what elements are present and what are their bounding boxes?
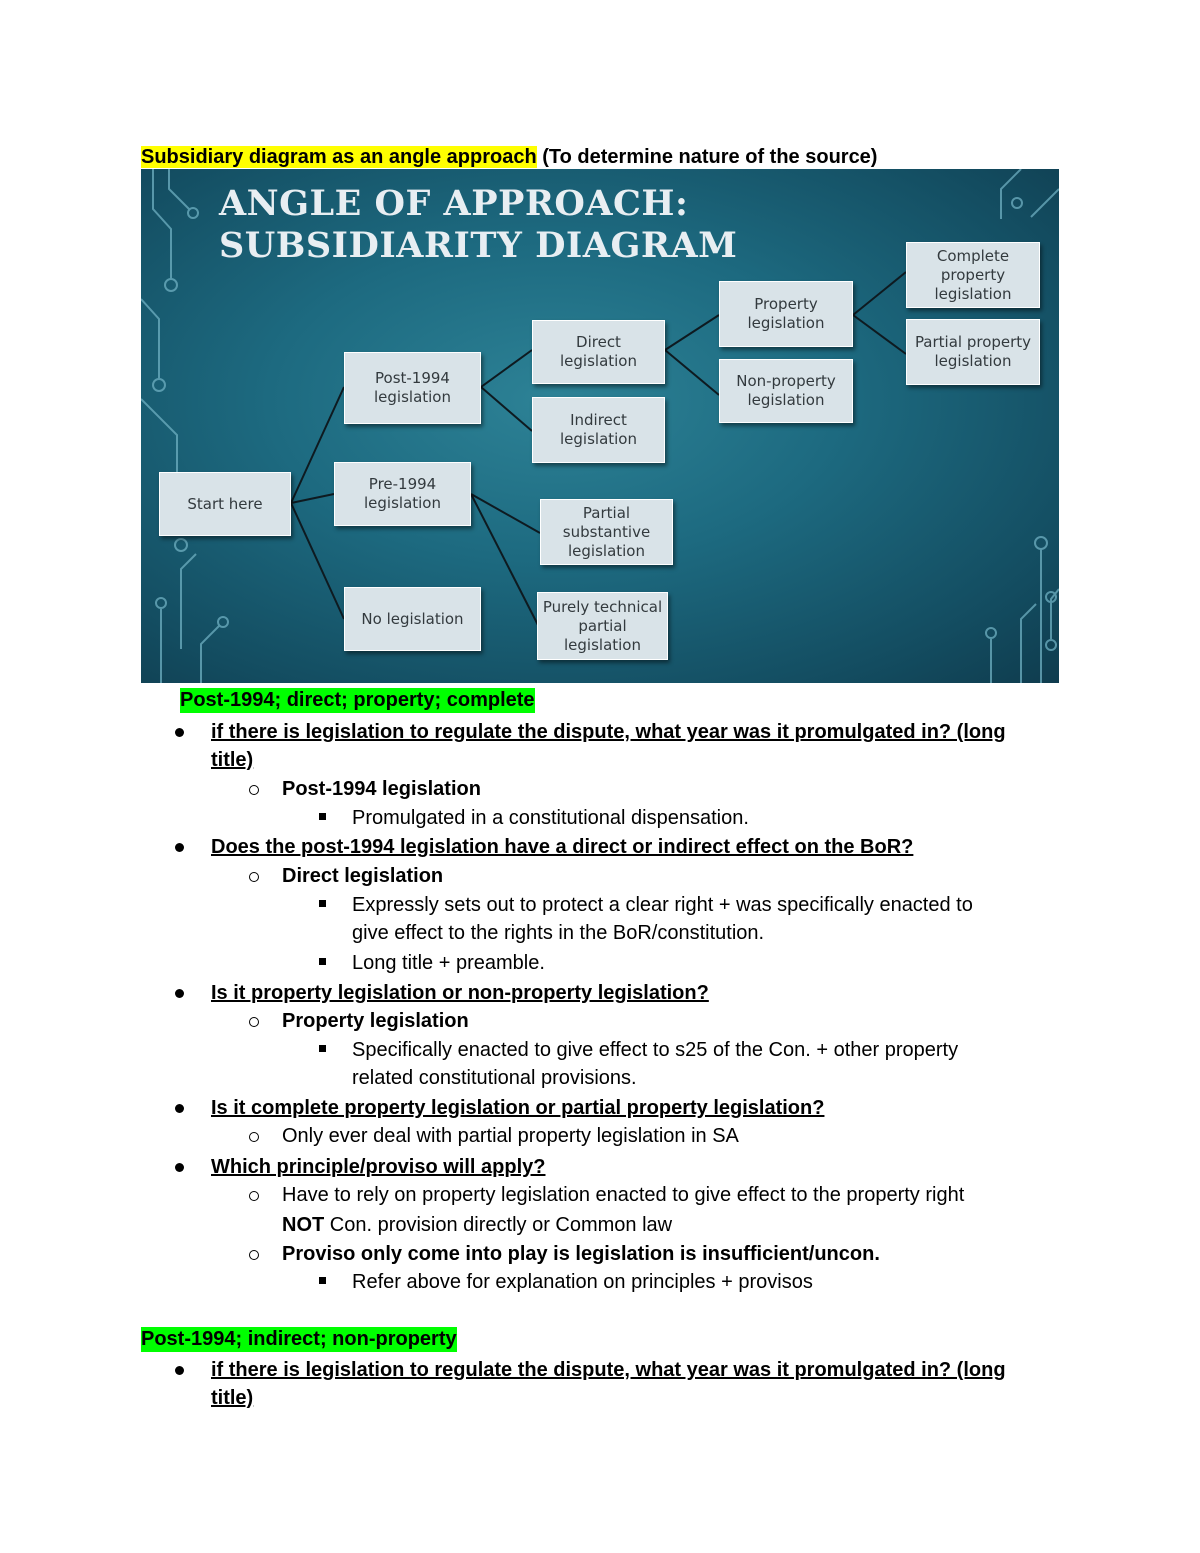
s1-q2: Does the post-1994 legislation have a direct or indirect effect on the BoR? [211, 836, 914, 858]
s1-q4: Is it complete property legislation or partial property legislation? [211, 1097, 825, 1119]
node-complete-property: Complete property legislation [906, 242, 1040, 308]
s1-q5-answer1-cont [282, 1211, 672, 1239]
node-indirect-legislation: Indirect legislation [532, 397, 665, 463]
node-start-here: Start here [159, 472, 291, 536]
s1-q2-answer: Direct legislation [282, 865, 444, 887]
node-purely-technical: Purely technical partial legislation [537, 592, 668, 660]
bullet-square [319, 958, 326, 965]
bullet-circle [249, 1250, 259, 1260]
bullet-circle [249, 872, 259, 882]
bullet-square [319, 1277, 326, 1284]
bullet-disc [175, 728, 184, 737]
s1-q5: Which principle/proviso will apply? [211, 1156, 546, 1178]
section2-title: Post-1994; indirect; non-property [141, 1328, 457, 1350]
node-partial-substantive: Partial substantive legislation [540, 499, 673, 565]
s1-q2-detail2: Long title + preamble. [352, 952, 545, 974]
s1-q5-detail: Refer above for explanation on principles + provisos [352, 1271, 813, 1293]
s1-q3-detail1: Specifically enacted to give effect to s25 of the Con. + other property [352, 1039, 959, 1061]
s1-q5-answer1: Have to rely on property legislation enacted to give effect to the property right [282, 1184, 965, 1206]
subsidiarity-diagram [141, 169, 1059, 683]
not-emphasis: NOT [282, 1214, 325, 1236]
diagram-title-line2: SUBSIDIARITY DIAGRAM [219, 225, 738, 266]
bullet-disc [175, 989, 184, 998]
bullet-circle [249, 1132, 259, 1142]
node-direct-legislation: Direct legislation [532, 320, 665, 384]
bullet-circle [249, 1191, 259, 1201]
s1-q5-answer2: Proviso only come into play is legislation is insufficient/uncon. [282, 1243, 880, 1265]
s1-q1-cont: title) [211, 749, 254, 771]
heading-highlight: Subsidiary diagram as an angle approach [141, 146, 537, 168]
diagram-title-line1: ANGLE OF APPROACH: [219, 183, 689, 224]
s1-q1-answer: Post-1994 legislation [282, 778, 481, 800]
bullet-disc [175, 1366, 184, 1375]
bullet-square [319, 900, 326, 907]
s1-q4-answer: Only ever deal with partial property legislation in SA [282, 1125, 739, 1147]
node-non-property-legislation: Non-property legislation [719, 359, 853, 423]
s2-q1: if there is legislation to regulate the dispute, what year was it promulgated in? (long [211, 1359, 1006, 1381]
bullet-disc [175, 1163, 184, 1172]
s1-q2-detail1: Expressly sets out to protect a clear right + was specifically enacted to [352, 894, 973, 916]
node-partial-property: Partial property legislation [906, 319, 1040, 385]
node-pre-1994: Pre-1994 legislation [334, 462, 471, 526]
s1-q3-answer: Property legislation [282, 1010, 469, 1032]
s1-q3-detail1-cont: related constitutional provisions. [352, 1067, 637, 1089]
s1-q5-answer1-rest: Con. provision directly or Common law [324, 1214, 673, 1236]
s1-q3: Is it property legislation or non-property legislation? [211, 982, 709, 1004]
s2-q1-cont: title) [211, 1387, 254, 1409]
heading-rest: (To determine nature of the source) [536, 146, 878, 168]
s1-q1-detail: Promulgated in a constitutional dispensation. [352, 807, 749, 829]
bullet-disc [175, 1104, 184, 1113]
node-post-1994: Post-1994 legislation [344, 352, 481, 424]
bullet-square [319, 813, 326, 820]
document-heading [141, 144, 877, 170]
section1-title: Post-1994; direct; property; complete [180, 689, 535, 711]
bullet-square [319, 1045, 326, 1052]
node-no-legislation: No legislation [344, 587, 481, 651]
bullet-circle [249, 1017, 259, 1027]
bullet-circle [249, 785, 259, 795]
s1-q2-detail1-cont: give effect to the rights in the BoR/constitution. [352, 922, 765, 944]
node-property-legislation: Property legislation [719, 281, 853, 347]
bullet-disc [175, 843, 184, 852]
s1-q1: if there is legislation to regulate the dispute, what year was it promulgated in? (long [211, 721, 1006, 743]
